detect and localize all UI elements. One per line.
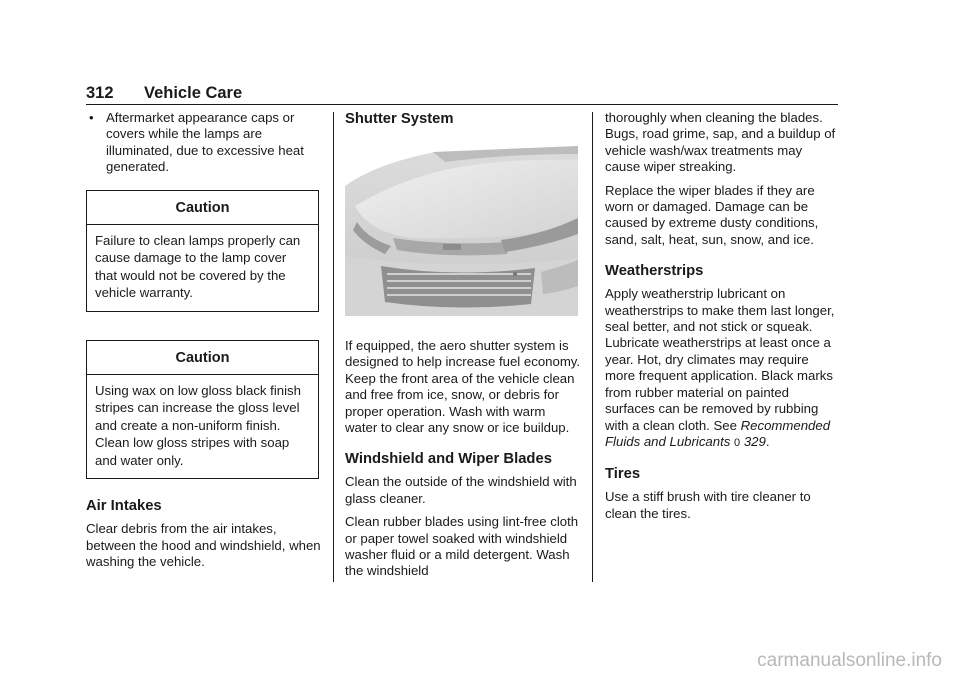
bullet-text: Aftermarket appearance caps or covers while the lamps are illuminated, due to excessive heat generated.	[106, 110, 304, 175]
column-1	[86, 110, 322, 577]
column-2	[345, 110, 581, 587]
watermark: carmanualsonline.info	[757, 650, 942, 671]
bullet-marker: •	[89, 110, 94, 125]
caution-box-lamps	[86, 190, 319, 312]
car-front-illustration	[345, 146, 578, 316]
page-header	[86, 84, 838, 104]
heading-tires: Tires	[605, 466, 641, 483]
wiper-text-1: Clean the outside of the windshield with glass cleaner.	[345, 474, 577, 506]
section-title: Vehicle Care	[144, 84, 243, 102]
caution-body: Failure to clean lamps properly can cause damage to the lamp cover that would not be covered by the vehicle warranty.	[95, 232, 301, 301]
column-divider-1	[333, 112, 334, 582]
weatherstrips-text	[605, 286, 839, 451]
column-3	[605, 110, 839, 529]
heading-shutter-system: Shutter System	[345, 111, 454, 127]
xref-page-number[interactable]: 329	[743, 433, 766, 449]
heading-weatherstrips: Weatherstrips	[605, 263, 704, 280]
heading-windshield-wiper: Windshield and Wiper Blades	[345, 451, 552, 468]
weatherstrips-body: Apply weatherstrip lubricant on weatherstrips to make them last longer, seal better, and not stick or squeak. Lubricate weatherstrips at least once a year. Hot, dry climates may require more frequent application. Black marks from rubber material on painted surfaces can be removed by rubbing with a clean cloth. See	[605, 286, 835, 433]
wiper-replace-text: Replace the wiper blades if they are worn or damaged. Damage can be caused by extreme dusty conditions, sand, salt, heat, sun, snow, and ice.	[605, 182, 819, 247]
caution-title: Caution	[87, 191, 318, 225]
caution-title: Caution	[87, 341, 318, 375]
bullet-item	[86, 110, 322, 176]
caution-box-wax	[86, 340, 319, 480]
header-rule	[86, 104, 838, 105]
page-number: 312	[86, 84, 114, 102]
weatherstrips-period: .	[765, 433, 770, 449]
heading-air-intakes: Air Intakes	[86, 498, 162, 515]
xref-fluids-lubricants[interactable]: Recommended Fluids and Lubricants	[605, 417, 831, 449]
shutter-system-text: If equipped, the aero shutter system is designed to help increase fuel economy. Keep the front area of the vehicle clean and free from ice, snow, or debris for proper operation. Wash with warm water to clear any snow or ice buildup.	[345, 338, 581, 436]
tires-text: Use a stiff brush with tire cleaner to clean the tires.	[605, 489, 811, 521]
column-divider-2	[592, 112, 593, 582]
wiper-continued-text: thoroughly when cleaning the blades. Bugs, road grime, sap, and a buildup of vehicle wash/wax treatments may cause wiper streaking.	[605, 110, 836, 175]
caution-body: Using wax on low gloss black finish stripes can increase the gloss level and create a non-uniform finish. Clean low gloss stripes with soap and water only.	[95, 382, 301, 468]
wiper-text-2: Clean rubber blades using lint-free cloth or paper towel soaked with windshield washer fluid or a mild detergent. Wash the windshield	[345, 514, 579, 579]
air-intakes-text: Clear debris from the air intakes, between the hood and windshield, when washing the vehicle.	[86, 521, 321, 569]
page-ref-icon: 0	[734, 436, 741, 449]
